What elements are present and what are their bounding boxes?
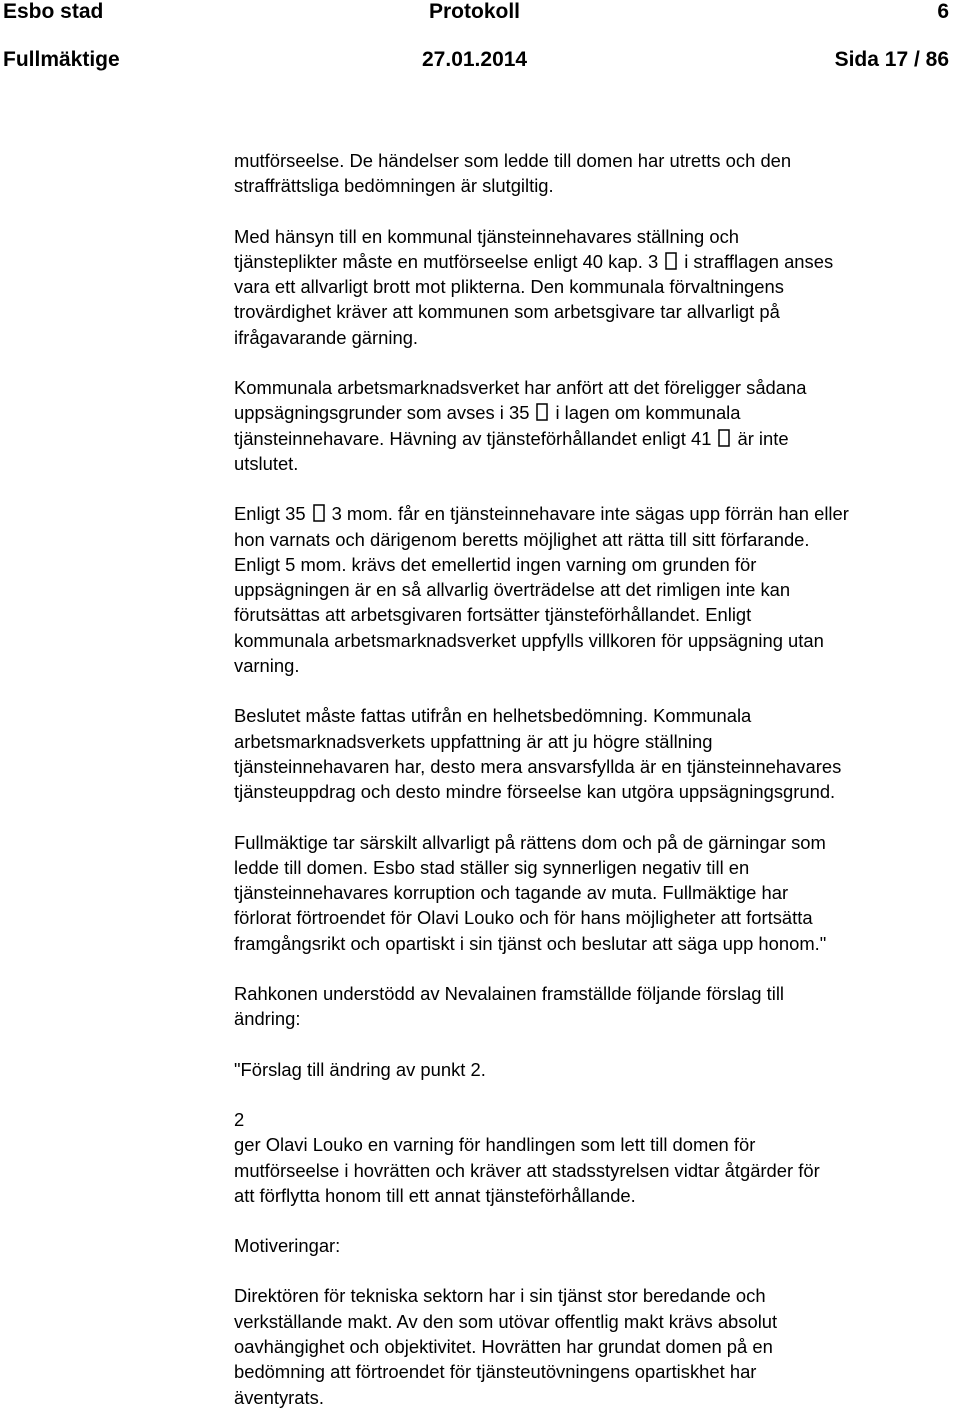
paragraph-text: i strafflagen anses vara ett allvarligt brott mot plikterna. Den kommunala förvaltningens trovärdighet kräver att kommunen som arbetsgivare tar allvarligt på ifrågavarande gärning. xyxy=(234,250,834,348)
paragraph xyxy=(234,501,960,678)
paragraph-text: är inte utslutet. xyxy=(234,427,789,474)
paragraph xyxy=(234,224,960,350)
paragraph-text: Kommunala arbetsmarknadsverket har anfört att det föreligger sådana uppsägningsgrunder som avses i 35 xyxy=(234,377,807,424)
paragraph: Fullmäktige tar särskilt allvarligt på rättens dom och på de gärningar som ledde till domen. Esbo stad ställer sig synnerligen negativ till en tjänsteinnehavares korruption och tagande av muta. Fullmäktige har förlorat förtroendet för Olavi Louko och för hans möjligheter att fortsätta framgångsrikt och opartiskt i sin tjänst och beslutar att säga upp honom." xyxy=(234,831,827,954)
paragraph-text: i lagen om kommunala tjänsteinnehavare. Hävning av tjänsteförhållandet enligt 41 xyxy=(234,402,741,449)
document-type: Protokoll xyxy=(429,0,521,23)
paragraph-text: Med hänsyn till en kommunal tjänsteinnehavares ställning och tjänsteplikter måste en mutförseelse enligt 40 kap. 3 xyxy=(234,225,740,272)
section-number: 6 xyxy=(937,0,949,23)
section-sign-icon xyxy=(660,251,682,271)
paragraph: Direktören för tekniska sektorn har i sin tjänst stor beredande och verkställande makt. Av den som utövar offentlig makt krävs absolut oavhängighet och objektivitet. Hovrätten har grundat domen på en bedömning att förtroendet för tjänsteutövningens opartiskhet har äventyrats. xyxy=(234,1285,778,1408)
paragraph: mutförseelse. De händelser som ledde till domen har utretts och den straffrättsliga bedömningen är slutgiltig. xyxy=(234,150,792,197)
page-header xyxy=(0,0,960,80)
paragraph-heading: Motiveringar: xyxy=(234,1235,341,1257)
paragraph-text: Enligt 35 xyxy=(234,503,306,525)
paragraph: Beslutet måste fattas utifrån en helhetsbedömning. Kommunala arbetsmarknadsverkets uppfattning är att ju högre ställning tjänsteinnehavaren har, desto mera ansvarsfyllda är en tjänsteinnehavares tjänsteuppdrag och desto mindre förseelse kan utgöra uppsägningsgrund. xyxy=(234,705,842,803)
section-sign-icon xyxy=(713,428,735,448)
section-sign-icon xyxy=(308,503,330,523)
paragraph xyxy=(234,375,960,476)
organization-name: Esbo stad xyxy=(3,0,104,23)
paragraph-text: 3 mom. får en tjänsteinnehavare inte sägas upp förrän han eller hon varnats och därigenom beretts möjlighet att rätta till sitt förfarande. Enligt 5 mom. krävs det emellertid ingen varning om grunden för uppsägningen är en så allvarlig överträdelse att det rimligen inte kan förutsättas att arbetsgivaren fortsätter tjänsteförhållandet. Enligt kommunala arbetsmarknadsverket uppfylls villkoren för uppsägning utan varning. xyxy=(234,503,849,677)
document-body xyxy=(234,148,960,1410)
paragraph: "Förslag till ändring av punkt 2. xyxy=(234,1058,486,1080)
page-number: Sida 17 / 86 xyxy=(834,48,949,71)
section-sign-icon xyxy=(531,402,553,422)
paragraph: 2 ger Olavi Louko en varning för handlingen som lett till domen för mutförseelse i hovrätten och kräver att stadsstyrelsen vidtar åtgärder för att förflytta honom till ett annat tjänsteförhållande. xyxy=(234,1108,820,1206)
decision-body: Fullmäktige xyxy=(3,48,120,71)
paragraph: Rahkonen understödd av Nevalainen framställde följande förslag till ändring: xyxy=(234,983,785,1030)
meeting-date: 27.01.2014 xyxy=(422,48,528,71)
